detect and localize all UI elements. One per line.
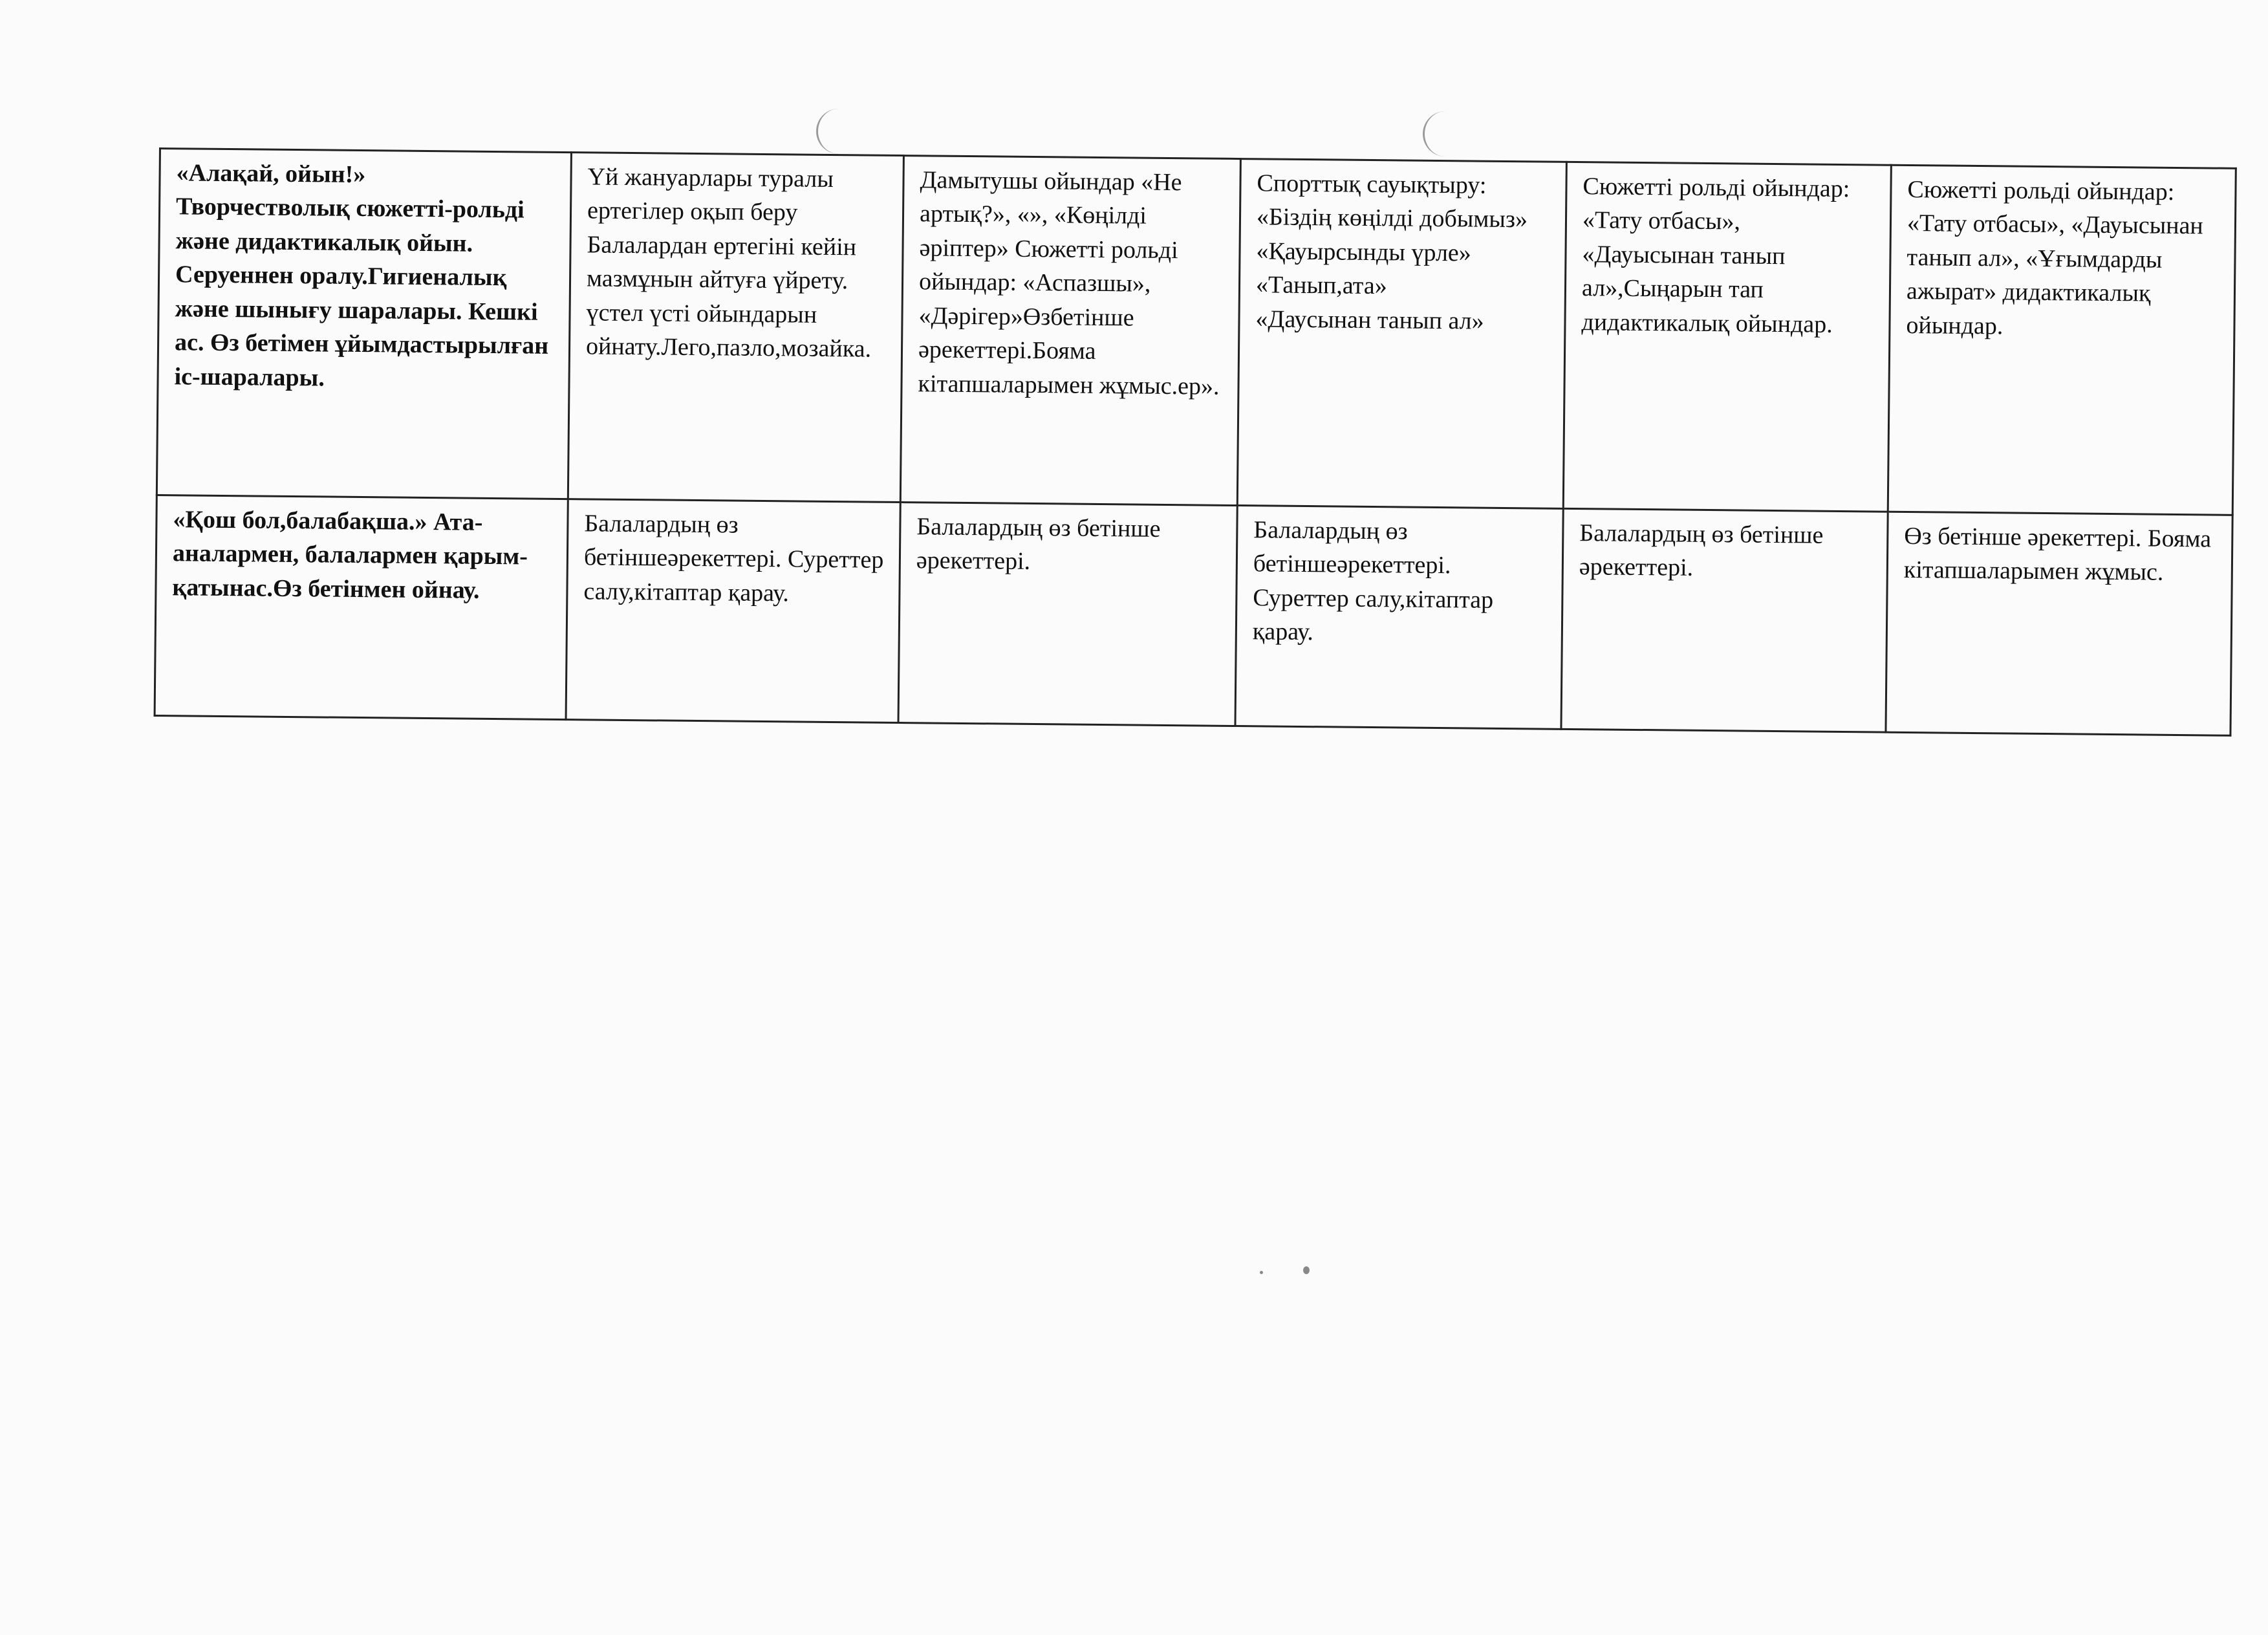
activity-title-cell: «Қош бол,балабақша.» Ата-аналармен, балалармен қарым-қатынас.Өз бетінмен ойнау.	[155, 495, 568, 719]
table-cell: Үй жануарлары туралы ертегілер оқып беру Балалардан ертегіні кейін мазмұнын айтуға үйрету. үстел үсті ойындарын ойнату.Лего,пазло,мозайка.	[568, 153, 903, 503]
table-cell: Балалардың өз бетіншеәрекеттері. Суреттер салу,кітаптар қарау.	[1235, 506, 1563, 730]
table-cell: Сюжетті рольді ойындар: «Тату отбасы», «Дауысынан танып ал», «Ұғымдарды ажырат» дидактикалық ойындар.	[1888, 165, 2236, 515]
scan-speck	[1303, 1266, 1310, 1274]
punch-hole-mark-left	[816, 109, 844, 154]
activity-schedule-table	[154, 147, 2237, 737]
activity-title-cell: «Алақай, ойын!» Творчестволық сюжетті-рольді және дидактикалық ойын. Серуеннен оралу.Гигиеналық және шынығу шаралары. Кешкі ас. Өз бетімен ұйымдастырылған іс-шаралары.	[157, 149, 571, 499]
table-cell: Балалардың өз бетінше әрекеттері.	[898, 503, 1237, 726]
punch-hole-mark-right	[1423, 111, 1451, 157]
table-row	[157, 149, 2236, 515]
table-cell: Дамытушы ойындар «Не артық?», «», «Көңілді әріптер» Сюжетті рольді ойындар: «Аспазшы», «Дәрігер»Өзбетінше әрекеттері.Бояма кітапшаларымен жұмыс.ер».	[900, 156, 1240, 506]
table-cell: Сюжетті рольді ойындар: «Тату отбасы», «Дауысынан танып ал»,Сыңарын тап дидактикалық ойындар.	[1563, 162, 1891, 512]
scan-speck	[1260, 1271, 1263, 1274]
table-cell: Балалардың өз бетінше әрекеттері.	[1561, 508, 1888, 732]
table-cell: Спорттық сауықтыру: «Біздің көңілді добымыз» «Қауырсынды үрле» «Танып,ата» «Даусынан танып ал»	[1237, 159, 1566, 509]
table-row	[155, 495, 2232, 735]
table-cell: Балалардың өз бетіншеәрекеттері. Суреттер салу,кітаптар қарау.	[566, 499, 900, 723]
table-cell: Өз бетінше әрекеттері. Бояма кітапшаларымен жұмыс.	[1886, 512, 2232, 735]
